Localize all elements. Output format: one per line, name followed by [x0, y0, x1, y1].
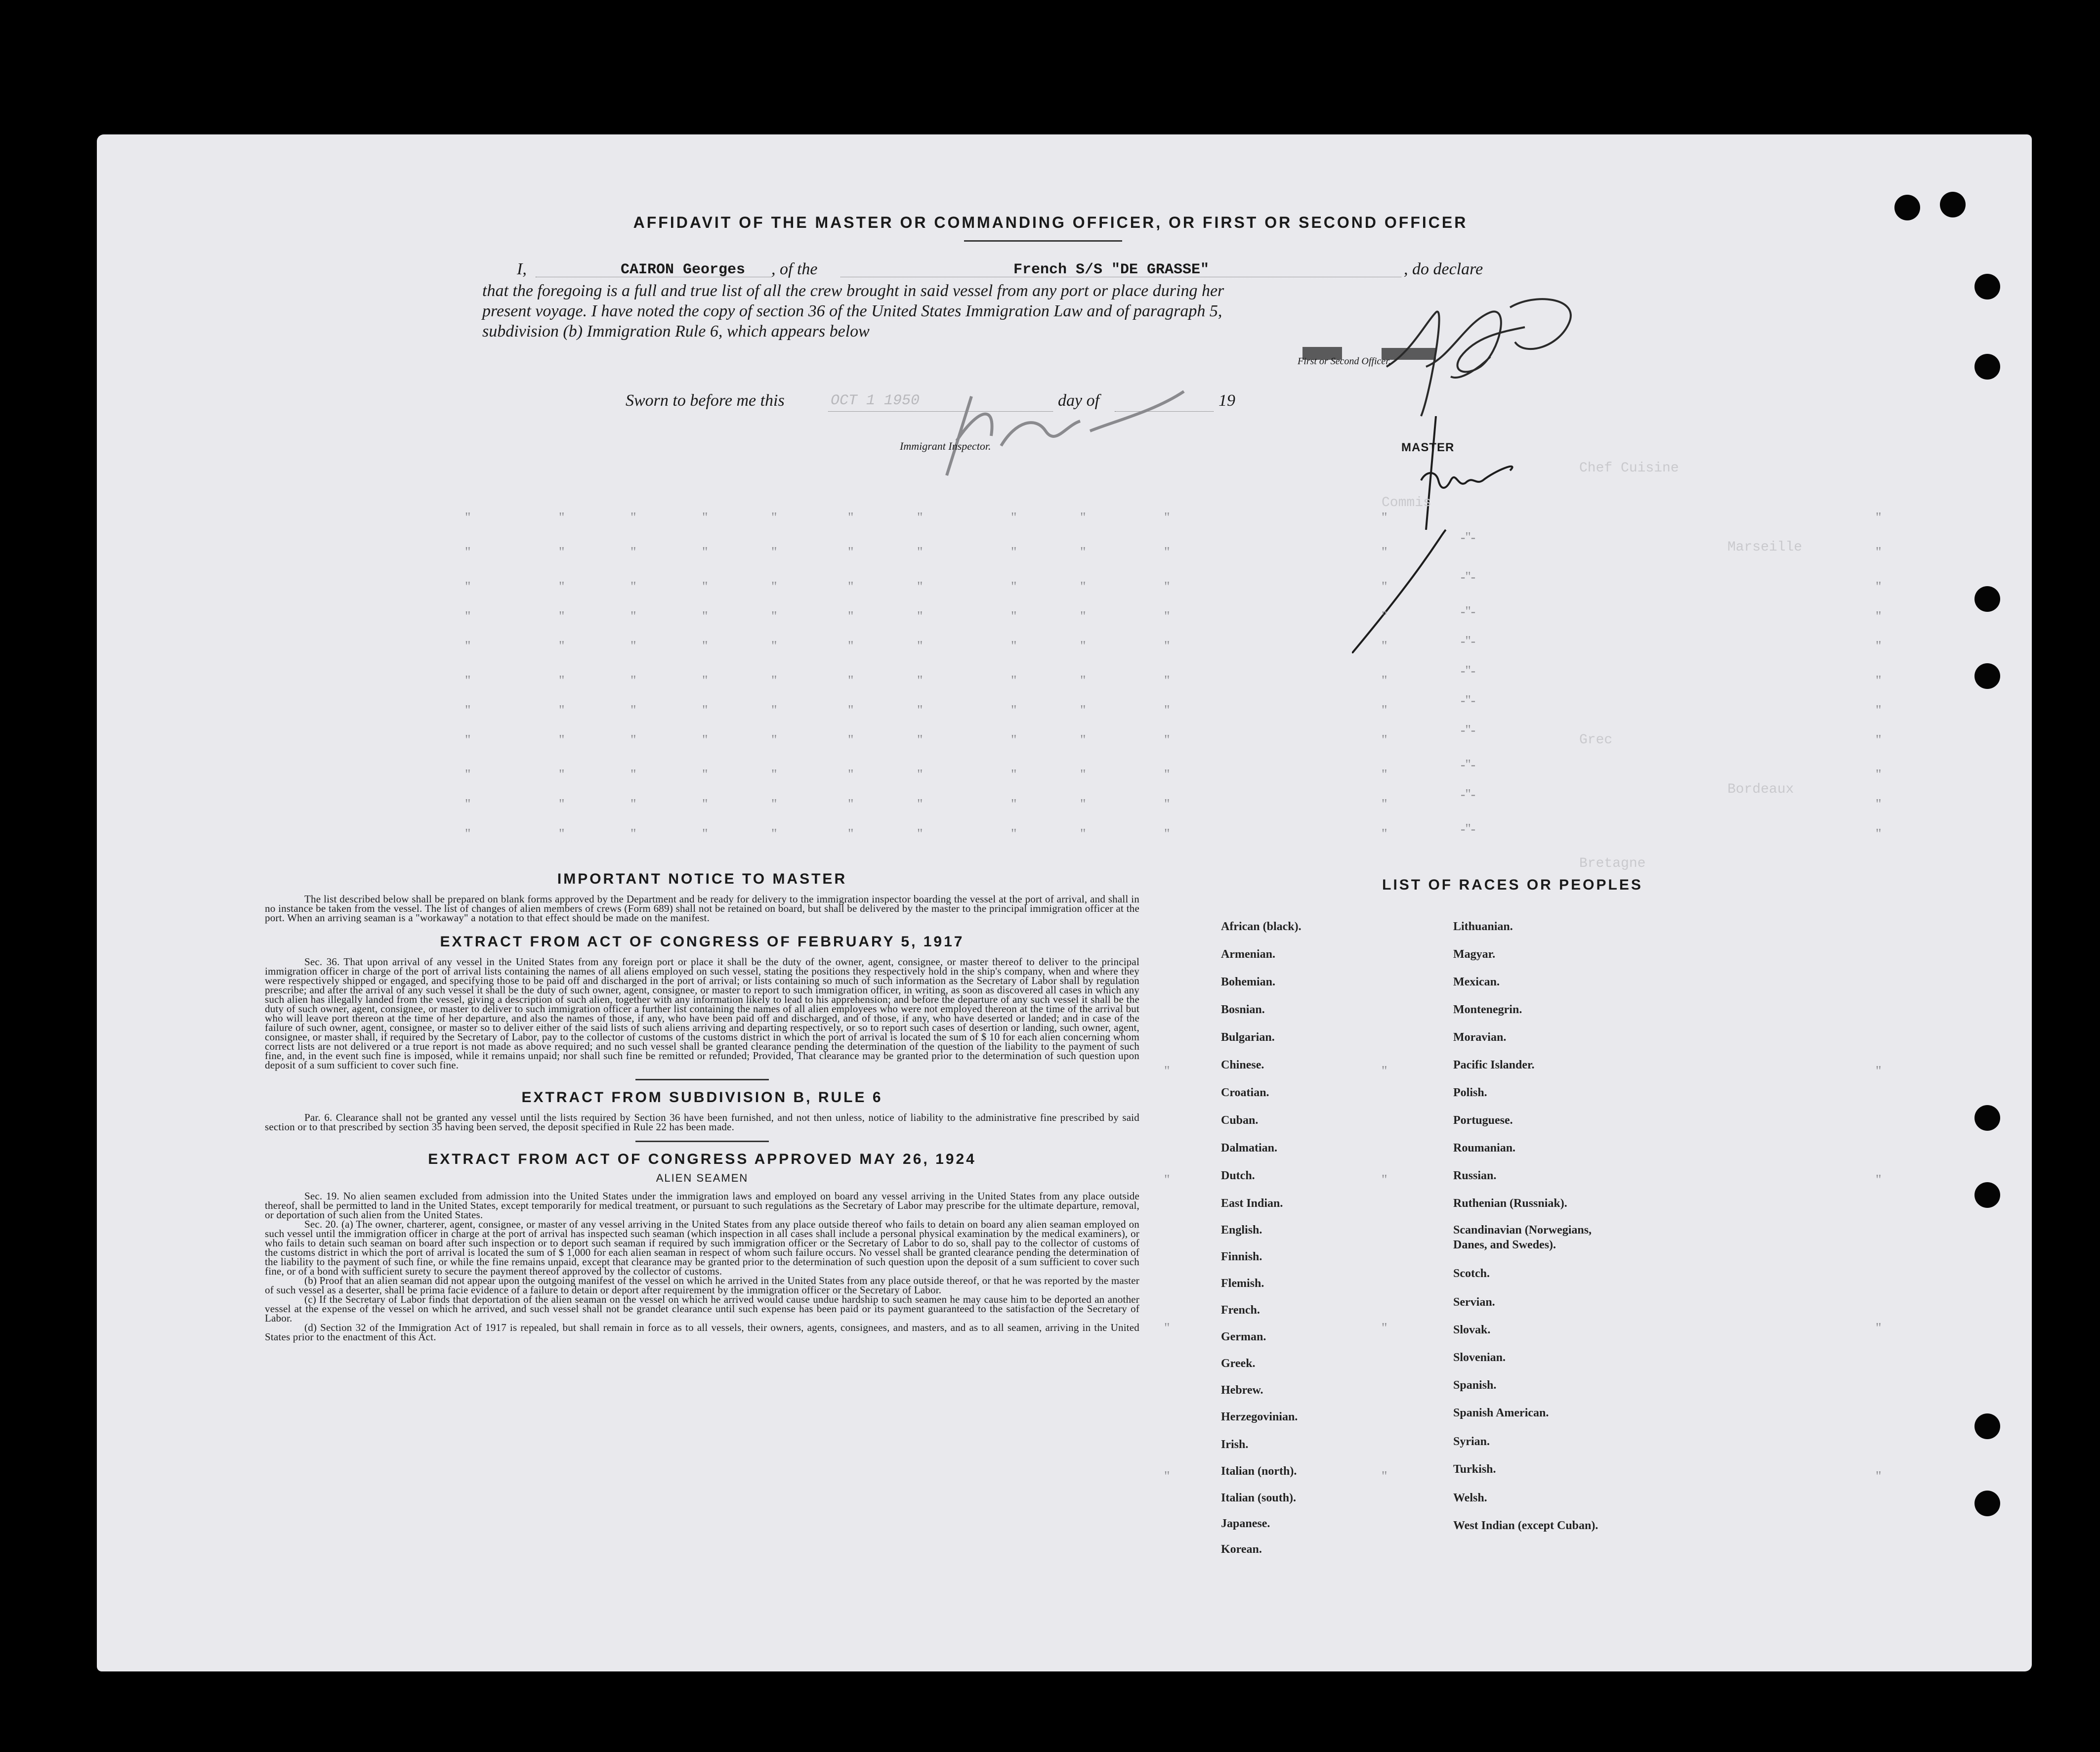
of-the-label: , of the [771, 260, 818, 278]
race-item: Lithuanian. [1453, 920, 1513, 933]
race-item: Irish. [1221, 1438, 1249, 1451]
vessel-name: French S/S "DE GRASSE" [1013, 261, 1210, 278]
race-item: Polish. [1453, 1086, 1487, 1099]
race-item: Armenian. [1221, 948, 1275, 961]
affidavit-line-3: subdivision (b) Immigration Rule 6, which appears below [482, 322, 870, 341]
affidavit-line-2: present voyage. I have noted the copy of section 36 of the United States Immigration Law and of paragraph 5, [482, 302, 1222, 320]
race-item: African (black). [1221, 920, 1302, 933]
race-item: Scandinavian (Norwegians, Danes, and Swedes). [1453, 1224, 1592, 1251]
sec-20c-body: (c) If the Secretary of Labor finds that deportation of the alien seaman on the vessel on which he arrived would cause undue hardship to such seamen he may cause him to be deported an another vessel at the expense of the vessel on which he arrived, and such vessel shall not be grandet clearance until such expense has been paid or its payment guaranteed to the satisfaction of the Secretary of Labor. [265, 1293, 1139, 1324]
affidavit-title: AFFIDAVIT OF THE MASTER OR COMMANDING OFFICER, OR FIRST OR SECOND OFFICER [633, 214, 1468, 231]
race-item: Italian (north). [1221, 1465, 1297, 1478]
race-item: West Indian (except Cuban). [1453, 1519, 1598, 1532]
officer-label: First or Second Officer. [1298, 356, 1391, 367]
year-prefix-label: 19 [1218, 391, 1235, 410]
race-item: Servian. [1453, 1296, 1495, 1309]
sec-20a-body: Sec. 20. (a) The owner, charterer, agent, consignee, or master of any vessel arriving in the United States from any place outside thereof who fails to detain on board any alien seaman employed on such vessel until the immigration officer in charge at the port of arrival has inspected such seaman (which inspection in all cases shall include a personal physical examination by the medical examiners), or who fails to detain such seaman on board after such inspection or to deport such seaman if required by such immigration officer or the Secretary of Labor to do so, shall pay to the collector of customs of the customs district in which the port of arrival is located the sum of $ 1,000 for each alien seaman in respect of whom such failure occurs. No vessel shall be granted clearance pending the determination of the liability to the payment of such fine, or while the fine remains unpaid, except that clearance may be granted prior to the determination of such question upon the deposit of a sum sufficient to cover such fine, or of a bond with sufficient surety to secure the payment thereof approved by the collector of customs. [265, 1218, 1139, 1277]
race-item: German. [1221, 1330, 1266, 1343]
race-item: Dalmatian. [1221, 1142, 1277, 1154]
race-item: Pacific Islander. [1453, 1059, 1535, 1071]
race-item: Turkish. [1453, 1463, 1496, 1476]
race-item: Herzegovinian. [1221, 1410, 1298, 1423]
race-item: Flemish. [1221, 1277, 1264, 1290]
do-declare-label: , do declare [1404, 260, 1483, 278]
race-item: Chinese. [1221, 1059, 1264, 1071]
race-item: Korean. [1221, 1543, 1262, 1556]
race-item: Welsh. [1453, 1492, 1487, 1504]
race-item: Roumanian. [1453, 1142, 1516, 1154]
race-item: Syrian. [1453, 1435, 1490, 1448]
divider [635, 1141, 769, 1142]
notice-title: IMPORTANT NOTICE TO MASTER [557, 871, 847, 887]
race-item: Moravian. [1453, 1031, 1507, 1044]
day-of-label: day of [1058, 391, 1100, 410]
sec-20b-body: (b) Proof that an alien seaman did not appear upon the outgoing manifest of the vessel on which he arrived in the United States from any place outside thereof, or that he was reported by the master of such vessel as a deserter, shall be prima facie evidence of a failure to detain or deport after requirement by the immigration officer or the Secretary of Labor. [265, 1275, 1139, 1296]
race-item: Bulgarian. [1221, 1031, 1275, 1044]
race-item: English. [1221, 1224, 1262, 1237]
race-item: Ruthenian (Russniak). [1453, 1197, 1567, 1210]
race-item: Mexican. [1453, 976, 1500, 988]
master-label: MASTER [1401, 441, 1455, 454]
race-item: Spanish. [1453, 1379, 1497, 1392]
document-page [97, 134, 2032, 1671]
race-item: Spanish American. [1453, 1407, 1549, 1419]
affidavit-line-1: that the foregoing is a full and true list of all the crew brought in said vessel from any port or place during her [482, 282, 1224, 300]
inspector-label: Immigrant Inspector. [900, 440, 991, 452]
race-item: Portuguese. [1453, 1114, 1513, 1127]
sworn-label: Sworn to before me this [626, 391, 785, 410]
race-item: Slovak. [1453, 1324, 1491, 1336]
race-item: Scotch. [1453, 1267, 1490, 1280]
date-stamp: OCT 1 1950 [831, 392, 920, 409]
notice-body: The list described below shall be prepared on blank forms approved by the Department and be ready for delivery to the immigration inspector boarding the vessel at the port of arrival, and shall in no instance be taken from the vessel. The list of changes of alien members of crews (Form 689) shall not be retained on board, but shall be delivered by the master to the principal immigration officer at the port. When an arriving seaman is a "workaway" a notation to that effect should be made on the manifest. [265, 893, 1139, 924]
race-item: French. [1221, 1304, 1260, 1317]
race-item: Croatian. [1221, 1086, 1269, 1099]
extract-1917-body: Sec. 36. That upon arrival of any vessel in the United States from any foreign port or place it shall be the duty of the owner, agent, consignee, or master thereof to deliver to the principal immigration officer in charge of the port of arrival lists containing the names of all aliens employed on such vessel, stating the positions they respectively hold in the ship's company, when and where they were respectively shipped or engaged, and specifying those to be paid off and discharged in the port of arrival; or lists containing so much of such information as the Secretary of Labor shall by regulation prescribe; and after the arrival of any such vessel it shall be the duty of such owner, agent, consignee, or master to report to such immigration officer, in writing, as soon as discovered all cases in which any such alien has illegally landed from the vessel, giving a description of such alien, together with any information likely to lead to his apprehension; and before the departure of any such vessel it shall be the duty of such owner, agent, consignee, or master to deliver to such immigration officer a further list containing the names of all alien employees who were not employed thereon at the time of the arrival but who will leave port thereon at the time of her departure, and also the names of those, if any, who have been paid off and discharged, and of those, if any, who have deserted or landed; and in case of the failure of such owner, agent, consignee, or master so to deliver either of the said lists of such aliens arriving and departing respectively, or so to report such cases of desertion or landing, such owner, agent, consignee, or master shall, if required by the Secretary of Labor, pay to the collector of customs of the customs district in which the port of arrival is located the sum of $ 10 for each alien concerning whom correct lists are not delivered or a true report is not made as above required; and no such vessel shall be granted clearance pending the determination of the question of the liability to the payment of such fine, and, in the event such fine is imposed, while it remains unpaid; nor shall such fine be remitted or refunded; Provided, That clearance may be granted prior to the determination of such question upon deposit of a sum sufficient to cover such fine. [265, 956, 1139, 1071]
races-title: LIST OF RACES OR PEOPLES [1382, 877, 1643, 893]
race-item: Bohemian. [1221, 976, 1276, 988]
extract-1917-title: EXTRACT FROM ACT OF CONGRESS OF FEBRUARY 5, 1917 [440, 934, 965, 950]
race-item: Montenegrin. [1453, 1003, 1522, 1016]
race-item: Bosnian. [1221, 1003, 1265, 1016]
extract-1924-title: EXTRACT FROM ACT OF CONGRESS APPROVED MAY 26, 1924 [428, 1151, 976, 1167]
rule-6-title: EXTRACT FROM SUBDIVISION B, RULE 6 [521, 1089, 883, 1106]
race-item: Dutch. [1221, 1169, 1255, 1182]
race-item: Hebrew. [1221, 1384, 1263, 1397]
race-item: Slovenian. [1453, 1351, 1506, 1364]
race-item: Finnish. [1221, 1250, 1262, 1263]
race-item: Japanese. [1221, 1517, 1270, 1530]
race-item: Italian (south). [1221, 1492, 1297, 1504]
notice-column [265, 871, 1139, 1342]
rule-6-body: Par. 6. Clearance shall not be granted any vessel until the lists required by Section 36 have been furnished, and not then unless, notice of liability to the administrative fine prescribed by said section or to that prescribed by section 35 having been served, the deposit specified in Rule 22 has been made. [265, 1111, 1139, 1133]
race-item: East Indian. [1221, 1197, 1283, 1210]
i-label: I, [517, 260, 527, 278]
sec-20d-body: (d) Section 32 of the Immigration Act of 1917 is repealed, but shall remain in force as to all vessels, their owners, agents, consignees, and masters, and as to all seamen, arriving in the United States prior to the enactment of this Act. [265, 1322, 1139, 1343]
alien-seamen-subtitle: ALIEN SEAMEN [656, 1172, 749, 1184]
sec-19-body: Sec. 19. No alien seamen excluded from admission into the United States under the immigration laws and employed on board any vessel arriving in the United States from any place outside thereof, shall be permitted to land in the United States, except temporarily for medical treatment, or pursuant to such regulations as the Secretary of Labor may prescribe for the ultimate departure, removal, or deportation of such alien from the United States. [265, 1190, 1139, 1221]
ditto-marks: " " " " " " " " " " " " " " " " " " " " " " " " " " " " " " " " " " " " " " " " " " " " " " " " " " " " " " " " " " " " " " " " " " " " " " " " " " " " " " " " " " " " " " " " " " " " " " " " " " " " " " " " " " " " " " " " " " " " " " " " " " " " " " " " " " " " " " " " " " " " " " " " -"- -"- -"- -"- -"- -"- -"- -"- -"- -"- Chef Cuisine Commis Marseille Grec Bordeaux Bretagne [465, 461, 1882, 1484]
race-item: Russian. [1453, 1169, 1497, 1182]
divider [635, 1079, 769, 1080]
officer-name: CAIRON Georges [621, 261, 746, 278]
race-item: Magyar. [1453, 948, 1496, 961]
race-item: Greek. [1221, 1357, 1256, 1370]
race-item: Cuban. [1221, 1114, 1259, 1127]
